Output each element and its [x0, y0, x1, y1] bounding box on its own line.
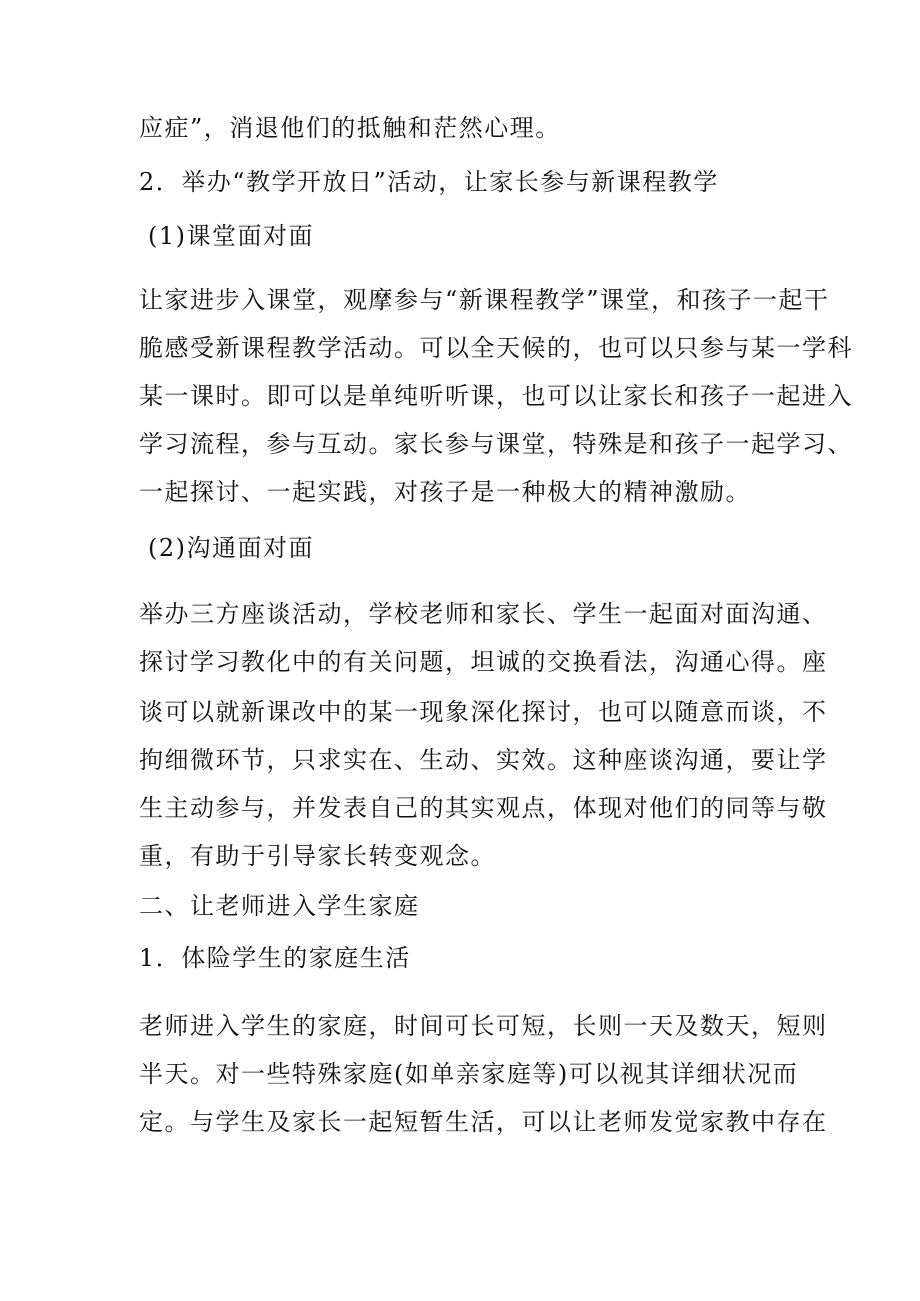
section-heading-2: 2．举办“教学开放日”活动，让家长参与新课程教学 — [139, 168, 719, 196]
paragraph-line: 举办三方座谈活动，学校老师和家长、学生一起面对面沟通、 — [139, 600, 828, 628]
paragraph-line: 脆感受新课程教学活动。可以全天候的，也可以只参与某一学科 — [139, 334, 853, 362]
paragraph-line: 一起探讨、一起实践，对孩子是一种极大的精神激励。 — [139, 478, 751, 506]
paragraph-line: 让家进步入课堂，观摩参与“新课程教学”课堂，和孩子一起干 — [139, 286, 830, 314]
paragraph-line: 半天。对一些特殊家庭(如单亲家庭等)可以视其详细状况而 — [139, 1060, 799, 1088]
paragraph-line: 定。与学生及家长一起短暂生活，可以让老师发觉家教中存在 — [139, 1108, 828, 1136]
paragraph-line: 学习流程，参与互动。家长参与课堂，特殊是和孩子一起学习、 — [139, 430, 853, 458]
paragraph-line-1: 应症”，消退他们的抵触和茫然心理。 — [139, 114, 561, 142]
paragraph-line: 探讨学习教化中的有关问题，坦诚的交换看法，沟通心得。座 — [139, 648, 828, 676]
section-heading-teacher: 二、让老师进入学生家庭 — [139, 892, 420, 920]
paragraph-line: 谈可以就新课改中的某一现象深化探讨，也可以随意而谈，不 — [139, 698, 828, 726]
subheading-communication: (2)沟通面对面 — [148, 534, 314, 562]
paragraph-line: 某一课时。即可以是单纯听听课，也可以让家长和孩子一起进入 — [139, 382, 853, 410]
paragraph-line: 拘细微环节，只求实在、生动、实效。这种座谈沟通，要让学 — [139, 746, 828, 774]
paragraph-line: 生主动参与，并发表自己的其实观点，体现对他们的同等与敬 — [139, 794, 828, 822]
subheading-classroom: (1)课堂面对面 — [148, 222, 314, 250]
paragraph-line: 重，有助于引导家长转变观念。 — [139, 842, 496, 870]
paragraph-line: 老师进入学生的家庭，时间可长可短，长则一天及数天，短则 — [139, 1012, 828, 1040]
section-heading-family-life: 1．体险学生的家庭生活 — [139, 944, 411, 972]
